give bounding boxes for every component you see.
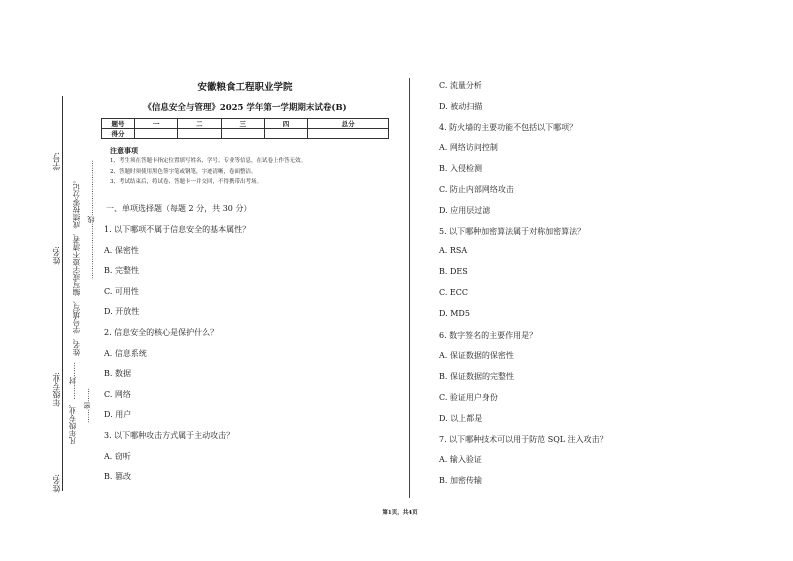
binding-warning-secret: ……密……	[83, 388, 91, 423]
answer-option: A. 网络访问控制	[439, 143, 498, 153]
question-stem: 6. 数字签名的主要作用是？	[439, 330, 538, 340]
answer-option: A. 窃听	[104, 451, 131, 461]
binding-line	[62, 96, 63, 491]
answer-option: B. 篡改	[104, 472, 131, 482]
binding-label-class: 年级专业:	[52, 372, 61, 407]
answer-option: B. DES	[439, 267, 468, 277]
answer-option: B. 入侵检测	[439, 164, 482, 174]
answer-option: B. 数据	[104, 369, 131, 379]
answer-option: C. 防止内部网络攻击	[439, 185, 514, 194]
score-cell	[135, 129, 178, 139]
score-cell	[221, 129, 264, 139]
notice-item: 2、答题时须使用黑色签字笔或钢笔，字迹清晰，卷面整洁。	[110, 169, 257, 175]
answer-option: A. 保密性	[104, 245, 139, 255]
answer-option: D. 用户	[104, 410, 132, 420]
answer-option: C. 验证用户身份	[439, 393, 498, 402]
score-table-score-row	[102, 129, 389, 139]
score-table	[101, 118, 389, 139]
answer-option: C. 网络	[104, 389, 131, 399]
answer-option: D. 被动扫描	[439, 101, 483, 111]
answer-option: C. ECC	[439, 288, 469, 297]
answer-option: D. MD5	[439, 308, 470, 318]
binding-label-student-id: 学号:	[52, 152, 61, 171]
binding-warning-text: 姓名、学号填写、编写或字迹不清者、成绩按零分记。	[72, 176, 81, 356]
binding-label-name-bottom: 姓名:	[52, 474, 61, 493]
answer-option: C. 可用性	[104, 286, 139, 296]
notice-item: 3、考试结束后，将试卷、答题卡一并交回，不得携带出考场。	[110, 179, 263, 185]
column-divider	[409, 78, 410, 498]
exam-title: 《信息安全与管理》2025 学年第一学期期末试卷(B)	[143, 103, 347, 113]
answer-option: D. 开放性	[104, 307, 140, 317]
question-stem: 5. 以下哪种加密算法属于对称加密算法？	[439, 226, 586, 236]
score-cell: 得分	[102, 129, 135, 139]
question-stem: 4. 防火墙的主要功能不包括以下哪项？	[439, 122, 578, 132]
notice-title: 注意事项	[110, 146, 138, 155]
answer-option: D. 应用层过滤	[439, 205, 491, 215]
score-cell: 题号	[102, 119, 135, 129]
answer-option: A. 保证数据的保密性	[439, 351, 514, 361]
answer-option: C. 流量分析	[439, 81, 482, 90]
question-stem: 3. 以下哪种攻击方式属于主动攻击？	[104, 431, 235, 440]
notice-item: 1、考生须在答题卡指定位置填写姓名、学号、专业等信息，在试卷上作答无效。	[110, 158, 307, 164]
school-name: 安徽粮食工程职业学院	[197, 82, 293, 93]
score-table-header-row	[102, 119, 389, 129]
answer-option: A. 输入验证	[439, 455, 482, 465]
score-cell: 四	[264, 119, 307, 129]
score-cell	[178, 129, 221, 139]
score-cell: 一	[135, 119, 178, 129]
section-title: 一、单项选择题（每题 2 分，共 30 分）	[106, 204, 252, 213]
answer-option: A. 信息系统	[104, 348, 147, 358]
question-stem: 2. 信息安全的核心是保护什么？	[104, 328, 219, 337]
question-stem: 1. 以下哪项不属于信息安全的基本属性？	[104, 225, 251, 234]
answer-option: D. 以上都是	[439, 413, 483, 423]
binding-label-name: 姓名:	[52, 246, 61, 265]
score-cell	[308, 129, 389, 139]
answer-option: B. 保证数据的完整性	[439, 372, 514, 382]
question-stem: 7. 以下哪种技术可以用于防范 SQL 注入攻击？	[439, 434, 608, 444]
answer-option: B. 加密传输	[439, 476, 482, 486]
score-cell: 总分	[308, 119, 389, 129]
binding-warning-line: ……………………线……………………	[87, 160, 95, 279]
binding-warning-seal: 凡年级专业、……封……	[68, 362, 77, 445]
score-cell: 二	[178, 119, 221, 129]
answer-option: A. RSA	[439, 246, 468, 256]
page-footer: 第1页，共4页	[382, 510, 418, 516]
answer-option: B. 完整性	[104, 266, 139, 276]
score-cell: 三	[221, 119, 264, 129]
score-cell	[264, 129, 307, 139]
